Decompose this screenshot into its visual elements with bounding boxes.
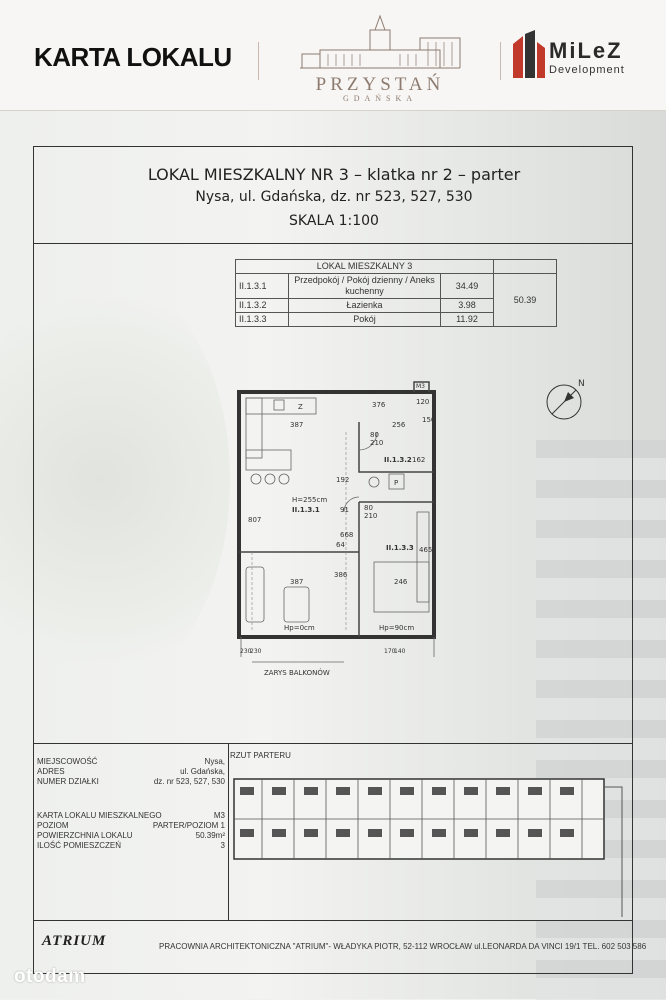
info-value: PARTER/POZIOM 1 [152, 821, 225, 830]
chair [251, 474, 261, 484]
room-name: Przedpokój / Pokój dzienny / Aneks kuchenny [289, 274, 441, 299]
dimension-label: 150 [422, 416, 436, 424]
dimension-label: 140 [394, 648, 406, 655]
logo-sub-text: GDAŃSKA [342, 94, 418, 103]
unit-info [37, 811, 225, 857]
room-name: Łazienka [289, 299, 441, 313]
dimension-label: 91 [340, 506, 349, 514]
plan-sheet [33, 146, 647, 974]
info-label: ILOŚĆ POMIESZCZEŃ [37, 841, 122, 850]
header-divider [258, 42, 259, 80]
ground-floor-overview [232, 777, 632, 917]
room-id: II.1.3.3 [236, 313, 289, 327]
table-row [236, 274, 557, 299]
chair [265, 474, 275, 484]
info-value: 50.39m² [195, 831, 225, 840]
info-label: POZIOM [37, 821, 69, 830]
room-label: II.1.3.1 [292, 506, 320, 514]
info-label: ADRES [37, 767, 65, 776]
info-value: 3 [220, 841, 225, 850]
dimension-label: 210 [364, 512, 378, 520]
bed [374, 562, 429, 612]
atrium-logo: ATRIUM [42, 933, 107, 949]
divider-line [34, 243, 632, 244]
dimension-label: 807 [248, 516, 262, 524]
przystan-logo [280, 10, 480, 103]
room-label: II.1.3.3 [386, 544, 414, 552]
armchair [284, 587, 309, 622]
dimension-label: 64 [336, 541, 345, 549]
bathroom-wall [359, 422, 434, 472]
chair [279, 474, 289, 484]
room-name: Pokój [289, 313, 441, 327]
info-value: M3 [213, 811, 225, 820]
page-title: KARTA LOKALU [34, 42, 232, 72]
dimension-label: 386 [334, 571, 348, 579]
balcony-label: ZARYS BALKONÓW [264, 669, 330, 677]
info-value: dz. nr 523, 527, 530 [153, 777, 225, 786]
dimension-label: 230 [240, 648, 252, 655]
dimension-label: 170 [384, 648, 396, 655]
dimension-label: 192 [336, 476, 350, 484]
info-value: ul. Gdańska, [180, 767, 225, 776]
dimension-label: 465 [419, 546, 433, 554]
ceiling-height: H=255cm [292, 496, 328, 504]
info-label: MIEJSCOWOŚĆ [37, 757, 98, 766]
milez-building-icon [511, 30, 547, 80]
milez-logo [511, 30, 641, 80]
compass-label: N [578, 379, 585, 389]
info-label: NUMER DZIAŁKI [37, 777, 99, 786]
info-label: POWIERZCHNIA LOKALU [37, 831, 133, 840]
room-area: 11.92 [441, 313, 494, 327]
sheet-address: Nysa, ul. Gdańska, dz. nr 523, 527, 530 [195, 189, 473, 205]
dimension-label: 246 [394, 578, 408, 586]
sheet-heading: LOKAL MIESZKALNY NR 3 – klatka nr 2 – parter [147, 165, 521, 184]
room-area: 34.49 [441, 274, 494, 299]
floor-plan [34, 362, 632, 682]
shower-label: P [394, 479, 399, 487]
dimension-label: 376 [372, 401, 386, 409]
info-label: KARTA LOKALU MIESZKALNEGO [37, 811, 162, 820]
dimension-label: 387 [290, 421, 304, 429]
dimension-label: 162 [412, 456, 426, 464]
dimension-label: 210 [370, 439, 384, 447]
room-total: 50.39 [494, 274, 557, 327]
dimension-label: 668 [340, 531, 354, 539]
dimension-label: 387 [290, 578, 304, 586]
floor-height-label: Hp=90cm [379, 624, 415, 632]
room-id: II.1.3.2 [236, 299, 289, 313]
wardrobe [417, 512, 429, 602]
footer-text: PRACOWNIA ARCHITEKTONICZNA "ATRIUM"- WŁADYKA PIOTR, 52-112 WROCŁAW ul.LEONARDA DA VINCI 19/1 TEL. 602 503 586 [159, 942, 647, 951]
rzut-label: RZUT PARTERU [230, 751, 291, 760]
header [0, 0, 666, 111]
dimension-label: 120 [416, 398, 430, 406]
dimension-label: 256 [392, 421, 406, 429]
fridge-box [274, 400, 284, 410]
brand-sub: Development [549, 64, 625, 76]
room-label: II.1.3.2 [384, 456, 412, 464]
room-table-title: LOKAL MIESZKALNY 3 [236, 260, 494, 274]
fridge-label: Z [298, 403, 303, 411]
info-divider [228, 744, 229, 920]
kitchen-counter-side [246, 398, 262, 458]
dimension-label: 80 [364, 504, 373, 512]
room-table-empty [494, 260, 557, 274]
info-value: Nysa, [204, 757, 225, 766]
logo-main-text: PRZYSTAŃ [315, 74, 445, 95]
divider-line [34, 743, 632, 744]
sheet-scale: SKALA 1:100 [289, 213, 379, 229]
divider-line [34, 920, 632, 921]
floor-height-label: Hp=0cm [284, 624, 315, 632]
header-divider [500, 42, 501, 80]
sofa [246, 567, 264, 622]
unit-tag: M3 [416, 383, 425, 390]
przystan-building-icon [280, 10, 480, 74]
watermark: otodam [14, 966, 86, 987]
location-info [37, 757, 225, 793]
brand-name: MiLeZ [549, 38, 623, 63]
dining-table [246, 450, 291, 470]
dimension-label: 80 [370, 431, 379, 439]
toilet [369, 477, 379, 487]
room-id: II.1.3.1 [236, 274, 289, 299]
compass-icon [547, 379, 585, 419]
room-area: 3.98 [441, 299, 494, 313]
room-table [235, 259, 557, 327]
dimension-label: 230 [250, 648, 262, 655]
